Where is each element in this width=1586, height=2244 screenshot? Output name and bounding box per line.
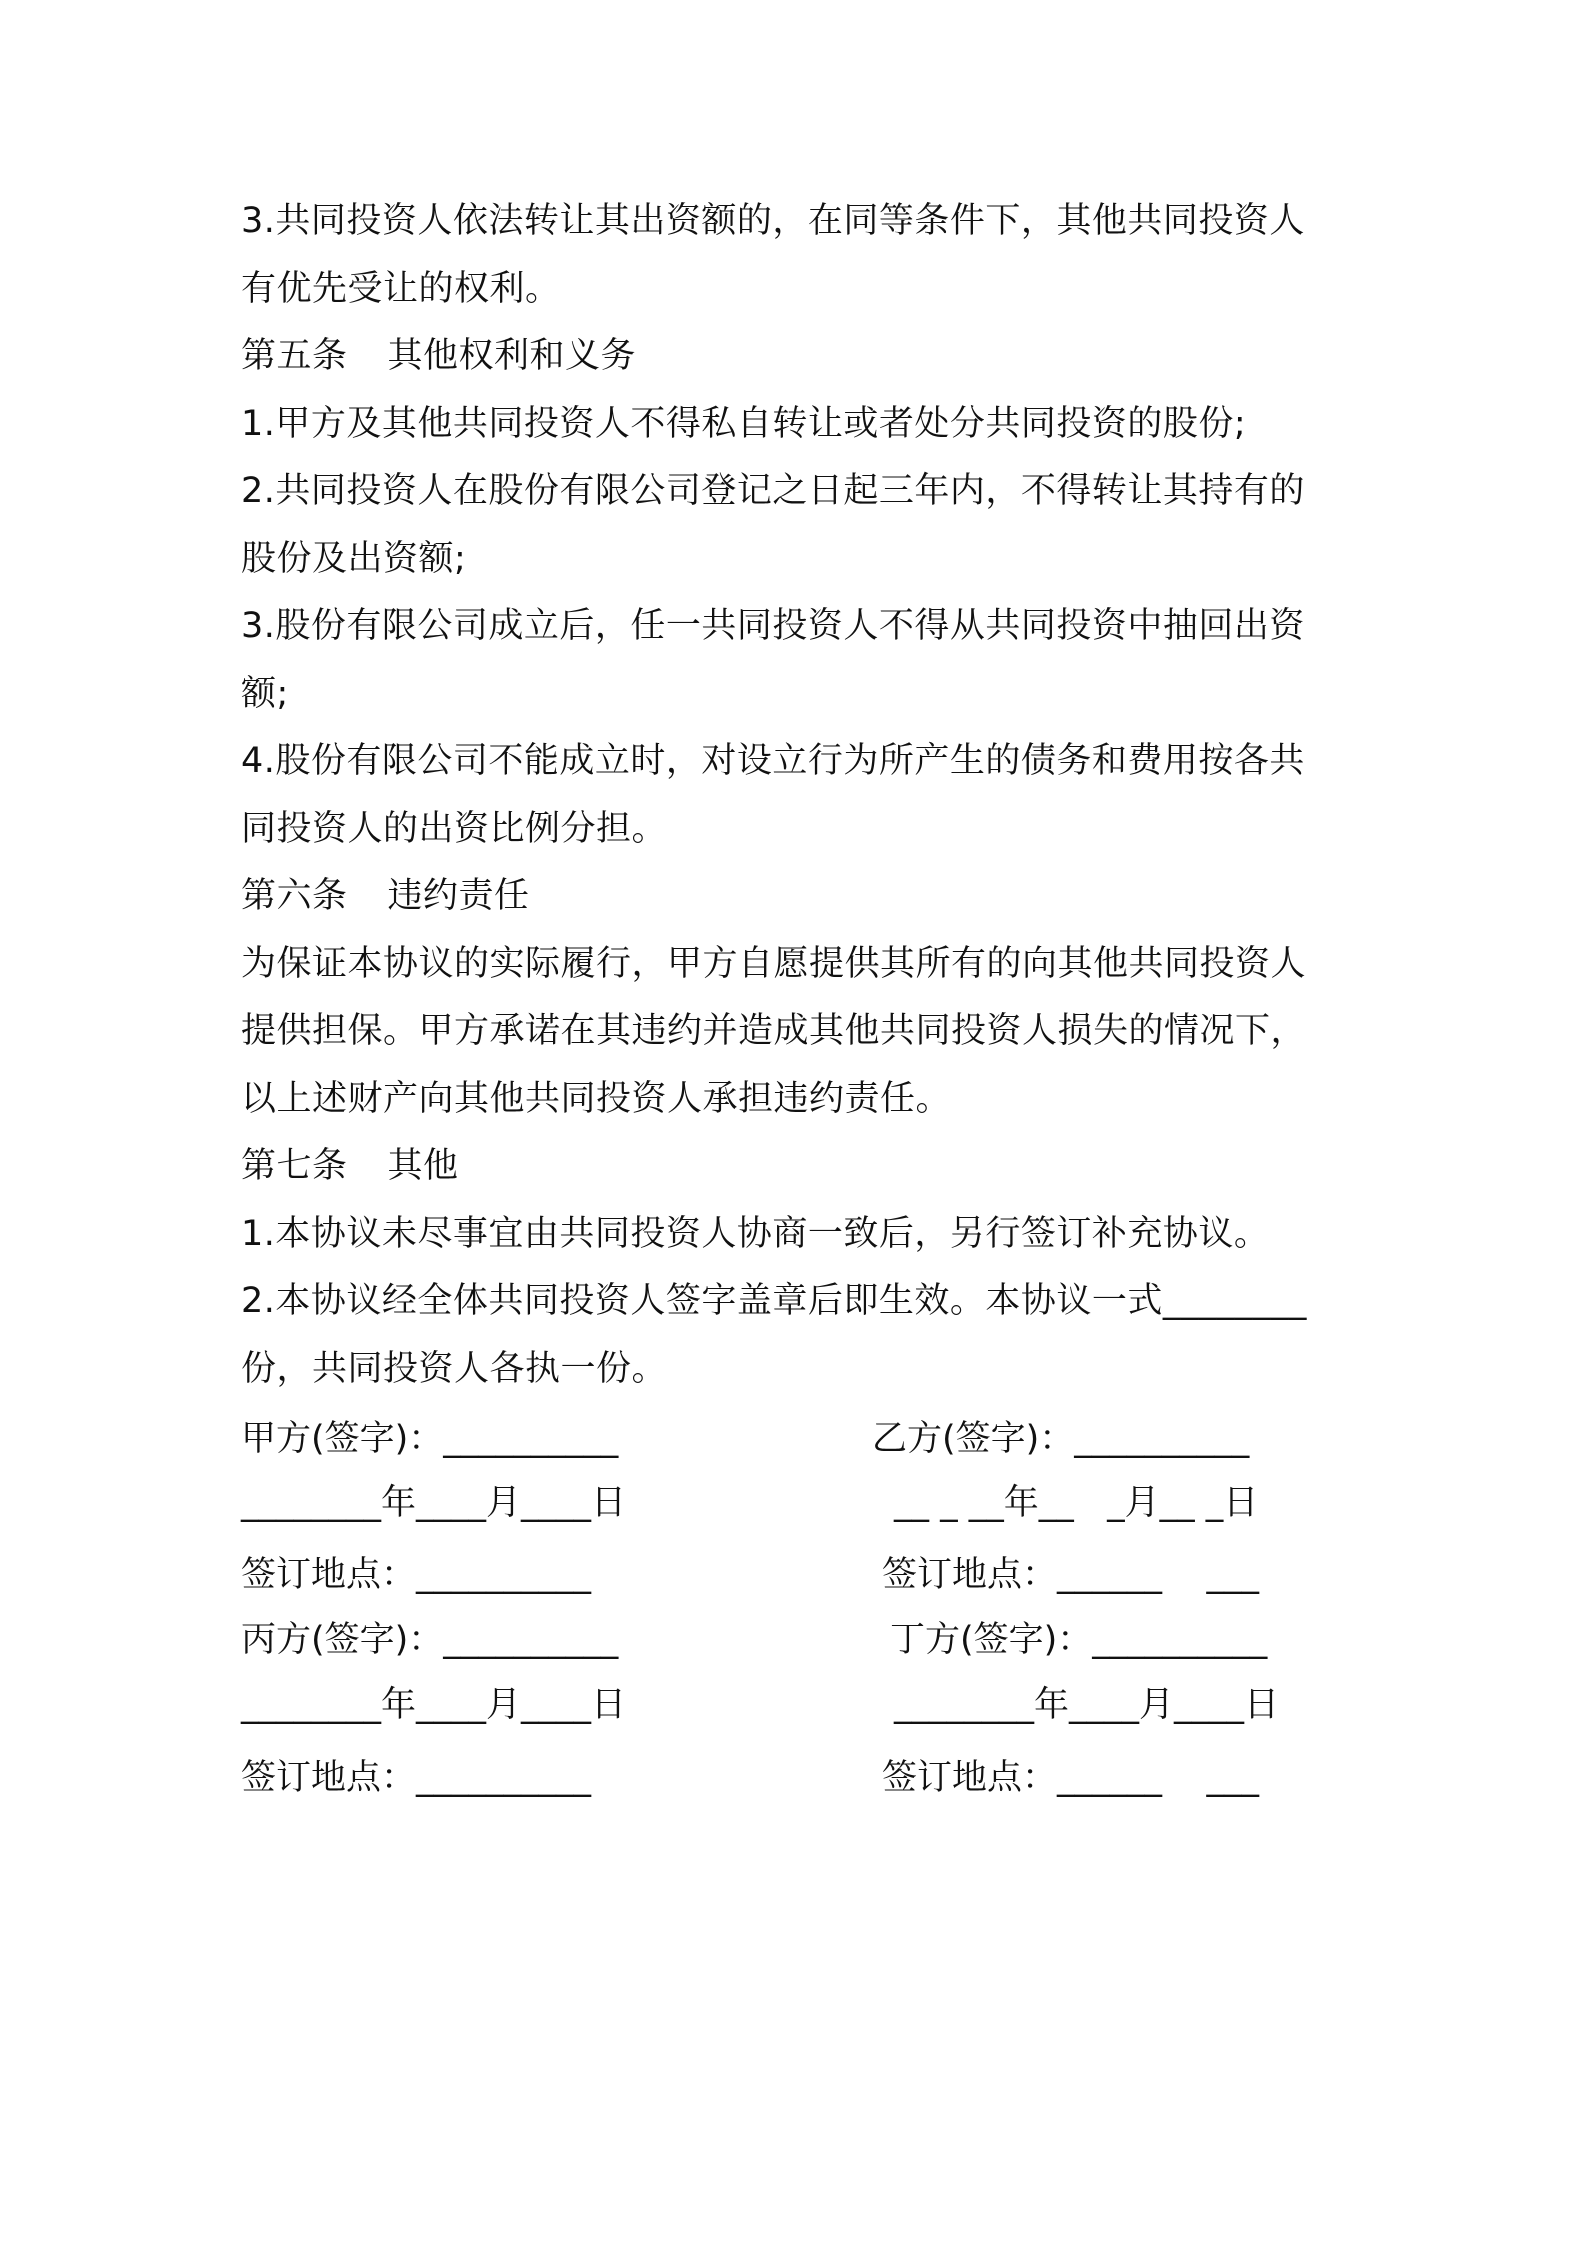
party-c-date: ________年____月____日 — [241, 1685, 627, 1725]
paragraph-line: 1.甲方及其他共同投资人不得私自转让或者处分共同投资的股份; — [241, 403, 1247, 444]
paragraph-line: 额; — [241, 673, 289, 714]
paragraph-line: 4.股份有限公司不能成立时，对设立行为所产生的债务和费用按各共 — [241, 741, 1305, 781]
party-b-date: __ _ __年__ _月__ _日 — [894, 1483, 1259, 1523]
paragraph-line: 以上述财产向其他共同投资人承担违约责任。 — [241, 1078, 952, 1119]
paragraph-line: 2.共同投资人在股份有限公司登记之日起三年内，不得转让其持有的 — [241, 471, 1305, 511]
party-c-place: 签订地点：__________ — [241, 1758, 592, 1798]
paragraph-line: 3.股份有限公司成立后，任一共同投资人不得从共同投资中抽回出资 — [241, 606, 1305, 646]
article-6-heading — [241, 863, 1361, 931]
paragraph-line: 1.本协议未尽事宜由共同投资人协商一致后，另行签订补充协议。 — [241, 1213, 1270, 1254]
article-title: 其他权利和义务 — [387, 336, 637, 376]
party-d-place: 签订地点：______ ___ — [882, 1758, 1260, 1798]
party-a-signature: 甲方(签字)：__________ — [241, 1419, 619, 1459]
paragraph-line: 同投资人的出资比例分担。 — [241, 808, 668, 849]
article-title: 违约责任 — [387, 876, 530, 916]
party-d-signature: 丁方(签字)：__________ — [890, 1620, 1268, 1660]
article-number: 第七条 — [241, 1146, 348, 1186]
article-7-heading — [241, 1133, 1361, 1201]
contract-body — [241, 188, 1361, 1403]
paragraph-line: 提供担保。甲方承诺在其违约并造成其他共同投资人损失的情况下， — [241, 1011, 1307, 1051]
paragraph-line: 股份及出资额; — [241, 538, 467, 579]
party-a-date: ________年____月____日 — [241, 1483, 627, 1523]
article-5-heading — [241, 323, 1361, 391]
party-c-signature: 丙方(签字)：__________ — [241, 1620, 619, 1660]
article-number: 第五条 — [241, 336, 348, 376]
paragraph-line: 有优先受让的权利。 — [241, 268, 561, 309]
paragraph-line: 2.本协议经全体共同投资人签字盖章后即生效。本协议一式________ — [241, 1281, 1307, 1321]
party-a-place: 签订地点：__________ — [241, 1555, 592, 1595]
paragraph-line: 为保证本协议的实际履行，甲方自愿提供其所有的向其他共同投资人 — [241, 943, 1307, 984]
party-b-place: 签订地点：______ ___ — [882, 1555, 1260, 1595]
article-title: 其他 — [387, 1146, 459, 1186]
party-b-signature: 乙方(签字)：__________ — [872, 1419, 1250, 1459]
paragraph-line: 3.共同投资人依法转让其出资额的，在同等条件下，其他共同投资人 — [241, 201, 1305, 241]
party-d-date: ________年____月____日 — [894, 1685, 1280, 1725]
article-number: 第六条 — [241, 876, 348, 916]
paragraph-line: 份，共同投资人各执一份。 — [241, 1348, 668, 1389]
